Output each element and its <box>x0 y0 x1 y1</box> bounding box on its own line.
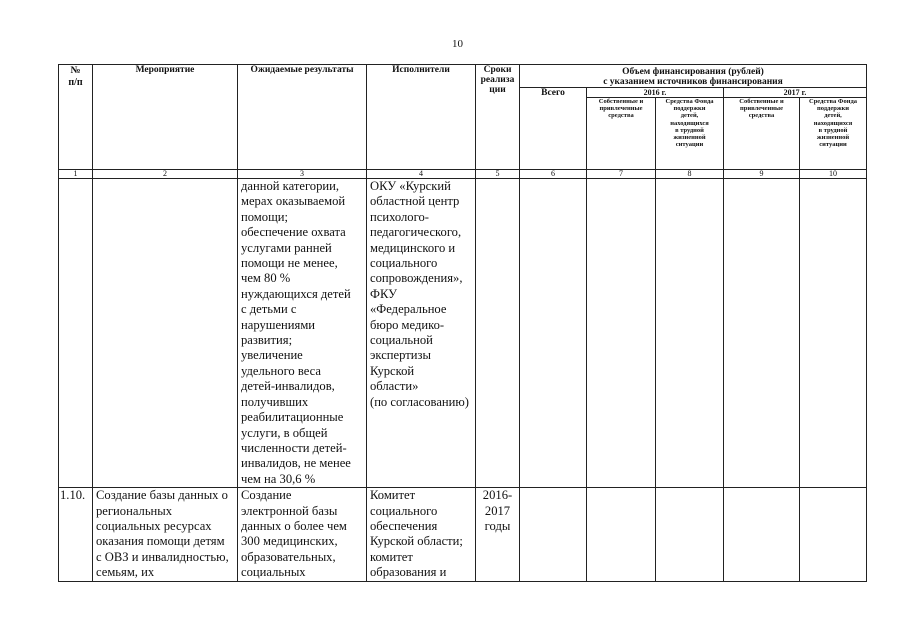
row-total <box>520 488 587 581</box>
header-total: Всего <box>520 88 587 170</box>
header-funding: Объем финансирования (рублей) с указанием источников финансирования <box>520 65 867 88</box>
header-executors: Исполнители <box>367 65 476 170</box>
row-total <box>520 179 587 488</box>
row-own-funds-2017 <box>724 488 800 581</box>
column-number: 1 <box>59 170 93 179</box>
column-number: 3 <box>238 170 367 179</box>
header-results: Ожидаемые результаты <box>238 65 367 170</box>
header-own-funds-2017: Собственные и привлеченные средства <box>724 98 800 170</box>
header-fund-support-2016: Средства Фонда поддержки детей, находящихся в трудной жизненной ситуации <box>656 98 724 170</box>
row-terms <box>476 179 520 488</box>
header-activity: Мероприятие <box>93 65 238 170</box>
page-number: 10 <box>452 38 463 50</box>
row-number: 1.10. <box>59 488 93 581</box>
row-own-funds-2016 <box>587 179 656 488</box>
financing-table <box>58 64 867 582</box>
column-number: 6 <box>520 170 587 179</box>
row-fund-support-2016 <box>656 179 724 488</box>
column-number: 4 <box>367 170 476 179</box>
row-results: данной категории, мерах оказываемой помощи; обеспечение охвата услугами ранней помощи не менее, чем 80 % нуждающихся детей с детьми с нарушениями развития; увеличение удельного веса детей-инвалидов, получивших реабилитационные услуги, в общей численности детей- инвалидов, не менее чем на 30,6 % <box>238 179 367 488</box>
header-fund-support-2017: Средства Фонда поддержки детей, находящихся в трудной жизненной ситуации <box>800 98 867 170</box>
header-own-funds-2016: Собственные и привлеченные средства <box>587 98 656 170</box>
row-number <box>59 179 93 488</box>
row-fund-support-2017 <box>800 488 867 581</box>
header-year-2016: 2016 г. <box>587 88 724 98</box>
header-year-2017: 2017 г. <box>724 88 867 98</box>
row-own-funds-2017 <box>724 179 800 488</box>
column-number: 10 <box>800 170 867 179</box>
header-terms: Сроки реализа ции <box>476 65 520 170</box>
column-number: 5 <box>476 170 520 179</box>
column-number: 7 <box>587 170 656 179</box>
row-fund-support-2016 <box>656 488 724 581</box>
row-fund-support-2017 <box>800 179 867 488</box>
row-executors: Комитет социального обеспечения Курской области; комитет образования и <box>367 488 476 581</box>
row-own-funds-2016 <box>587 488 656 581</box>
row-results: Создание электронной базы данных о более чем 300 медицинских, образовательных, социальных <box>238 488 367 581</box>
row-activity: Создание базы данных о региональных социальных ресурсах оказания помощи детям с ОВЗ и инвалидностью, семьям, их <box>93 488 238 581</box>
header-num: № п/п <box>59 65 93 170</box>
row-activity <box>93 179 238 488</box>
column-number: 8 <box>656 170 724 179</box>
row-terms: 2016- 2017 годы <box>476 488 520 581</box>
column-number: 2 <box>93 170 238 179</box>
column-number: 9 <box>724 170 800 179</box>
row-executors: ОКУ «Курский областной центр психолого- педагогического, медицинского и социального сопровождения», ФКУ «Федеральное бюро медико- социальной экспертизы Курской области» (по согласованию) <box>367 179 476 488</box>
